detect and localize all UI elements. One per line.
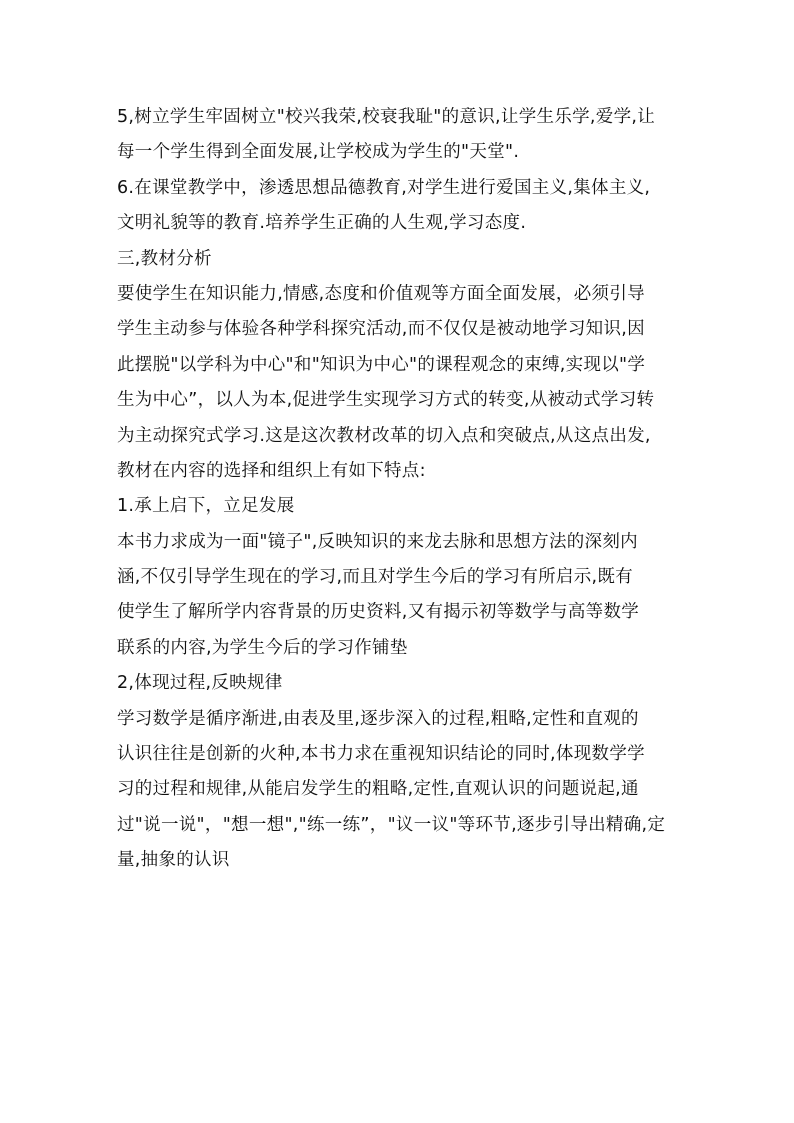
text-line: 习的过程和规律,从能启发学生的粗略,定性,直观认识的问题说起,通 [117,779,639,800]
text-line: 文明礼貌等的教育.培养学生正确的人生观,学习态度. [117,213,527,234]
section-heading: 三,教材分析 [117,248,212,269]
text-line: 5,树立学生牢固树立"校兴我荣,校衰我耻"的意识,让学生乐学,爱学,让 [117,107,656,127]
text-line: 每一个学生得到全面发展,让学校成为学生的"天堂". [117,142,520,163]
text-line: 教材在内容的选择和组织上有如下特点: [117,460,426,481]
text-line: 本书力求成为一面"镜子",反映知识的来龙去脉和思想方法的深刻内 [117,531,638,552]
text-line: 认识往往是创新的火种,本书力求在重视知识结论的同时,体现数学学 [117,744,645,765]
text-line: 学生主动参与体验各种学科探究活动,而不仅仅是被动地学习知识,因 [117,319,645,340]
text-line: 量,抽象的认识 [117,850,230,871]
text-line: 生为中心”，以人为本,促进学生实现学习方式的转变,从被动式学习转 [117,390,655,411]
document-body [117,100,682,879]
text-line: 为主动探究式学习.这是这次教材改革的切入点和突破点,从这点出发, [117,425,651,446]
text-line: 要使学生在知识能力,情感,态度和价值观等方面全面发展，必须引导 [117,283,645,304]
text-line: 涵,不仅引导学生现在的学习,而且对学生今后的学习有所启示,既有 [117,567,633,588]
text-line: 此摆脱"以学科为中心"和"知识为中心"的课程观念的束缚,实现以"学 [117,354,646,375]
text-line: 过"说一说"，"想一想","练一练”，"议一议"等环节,逐步引导出精确,定 [117,814,666,835]
text-line: 6.在课堂教学中，渗透思想品德教育,对学生进行爱国主义,集体主义, [117,177,651,198]
subsection-heading: 2,体现过程,反映规律 [117,673,283,694]
subsection-heading: 1.承上启下，立足发展 [117,496,295,517]
text-line: 学习数学是循序渐进,由表及里,逐步深入的过程,粗略,定性和直观的 [117,708,639,729]
text-line: 使学生了解所学内容背景的历史资料,又有揭示初等数学与高等数学 [117,602,640,623]
text-line: 联系的内容,为学生今后的学习作铺垫 [117,637,408,658]
